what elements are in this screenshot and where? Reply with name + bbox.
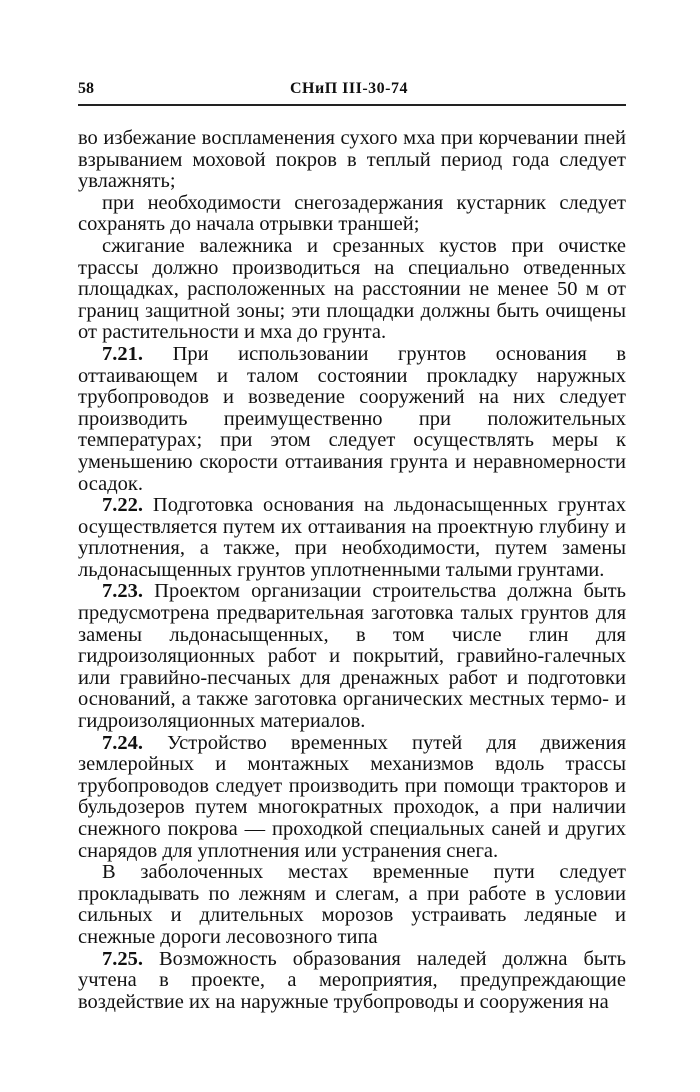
section-7-24: [78, 733, 626, 863]
running-title: СНиП III-30-74: [290, 80, 408, 97]
paragraph-text: во избежание воспламенения сухого мха при корчевании пней взрыванием моховой покров в теплый период года следует увлажнять;: [78, 127, 626, 193]
header-rule: [78, 104, 626, 106]
section-7-25: [78, 949, 626, 1014]
section-number: 7.24.: [102, 731, 143, 754]
paragraph-text: при необходимости снегозадержания кустарник следует сохранять до начала отрывки траншей;: [78, 191, 626, 236]
paragraph-text: Подготовка основания на льдонасыщенных грунтах осуществляется путем их оттаивания на проектную глубину и уплотнения, а также, при необходимости, путем замены льдонасыщенных грунтов уплотненными талыми грунтами.: [78, 494, 626, 581]
paragraph-text: Устройство временных путей для движения землеройных и монтажных механизмов вдоль трассы трубопроводов следует производить при помощи тракторов и бульдозеров путем многократных проходок, а при наличии снежного покрова — проходкой специальных саней и других снарядов для уплотнения или устранения снега.: [78, 731, 626, 862]
section-number: 7.25.: [102, 947, 143, 970]
paragraph-text: Возможность образования наледей должна быть учтена в проекте, а мероприятия, предупреждающие воздействие их на наружные трубопроводы и сооружения на: [78, 947, 626, 1013]
section-7-21: [78, 344, 626, 495]
section-7-22: [78, 495, 626, 581]
body-text: [78, 128, 626, 1013]
section-number: 7.21.: [102, 342, 143, 365]
paragraph: [78, 193, 626, 236]
paragraph-text: сжигание валежника и срезанных кустов при очистке трассы должно производиться на специально отведенных площадках, расположенных на расстоянии не менее 50 м от границ защитной зоны; эти площадки должны быть очищены от растительности и мха до грунта.: [78, 234, 626, 344]
paragraph: [78, 236, 626, 344]
page-number: 58: [78, 80, 94, 97]
section-number: 7.23.: [102, 580, 143, 603]
paragraph-text: При использовании грунтов основания в оттаивающем и талом состоянии прокладку наружных трубопроводов и возведение сооружений на них следует производить преимущественно при положительных температурах; при этом следует осуществлять меры к уменьшению скорости оттаивания грунта и неравномерности осадок.: [78, 342, 626, 495]
paragraph: [78, 862, 626, 948]
section-number: 7.22.: [102, 494, 143, 517]
paragraph: [78, 128, 626, 193]
paragraph-text: В заболоченных местах временные пути следует прокладывать по лежням и слегам, а при работе в условии сильных и длительных морозов устраивать ледяные и снежные дороги лесовозного типа: [78, 861, 626, 948]
page-header: [78, 80, 626, 102]
paragraph-text: Проектом организации строительства должна быть предусмотрена предварительная заготовка талых грунтов для замены льдонасыщенных, в том числе глин для гидроизоляционных работ и покрытий, гравийно-галечных или гравийно-песчаных для дренажных работ и подготовки оснований, а также заготовка органических местных термо- и гидроизоляционных материалов.: [78, 580, 626, 733]
section-7-23: [78, 581, 626, 732]
